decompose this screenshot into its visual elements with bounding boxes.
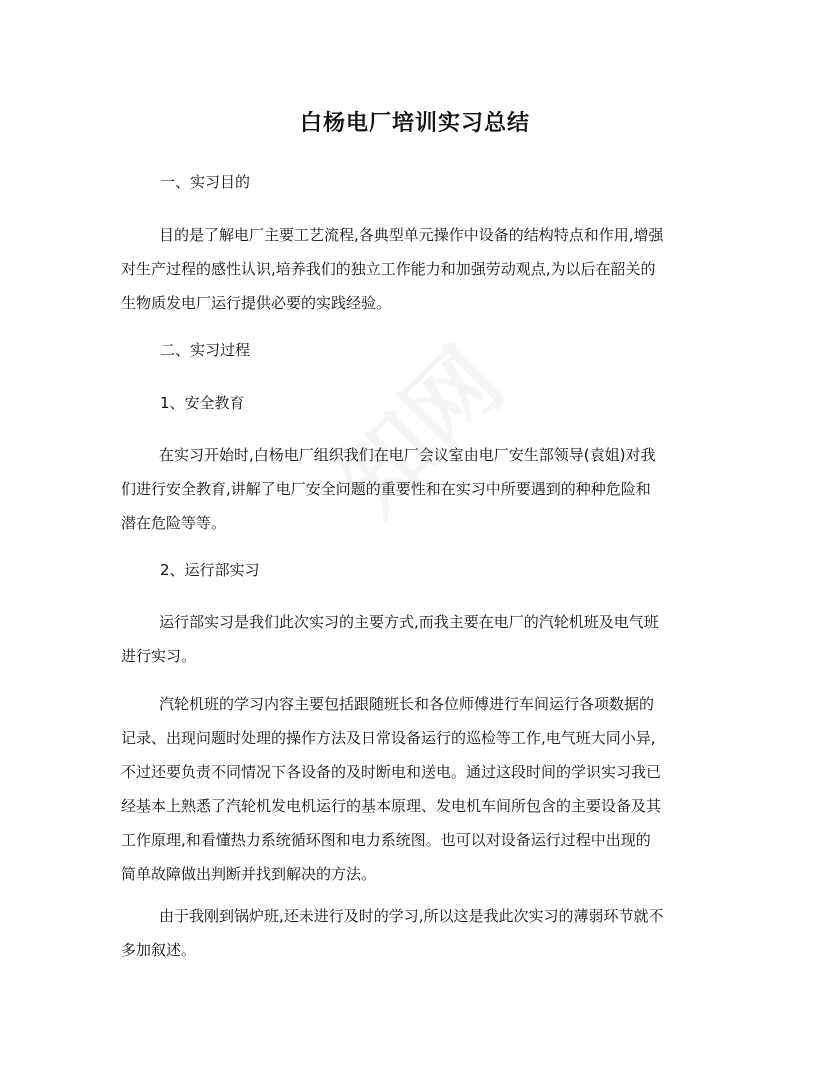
paragraph-line: 目的是了解电厂主要工艺流程,各典型单元操作中设备的结构特点和作用,增强 [159, 226, 664, 244]
paragraph-line: 经基本上熟悉了汽轮机发电机运行的基本原理、发电机车间所包含的主要设备及其 [121, 797, 662, 815]
paragraph-line: 多加叙述。 [121, 941, 197, 959]
paragraph-line: 由于我刚到锅炉班,还未进行及时的学习,所以这是我此次实习的薄弱环节就不 [159, 907, 664, 925]
paragraph-line: 运行部实习是我们此次实习的主要方式,而我主要在电厂的汽轮机班及电气班 [159, 613, 659, 631]
paragraph-line: 潜在危险等等。 [121, 514, 227, 532]
paragraph-line: 生物质发电厂运行提供必要的实践经验。 [121, 294, 392, 312]
paragraph-line: 们进行安全教育,讲解了电厂安全问题的重要性和在实习中所要遇到的种种危险和 [121, 480, 651, 498]
paragraph-line: 对生产过程的感性认识,培养我们的独立工作能力和加强劳动观点,为以后在韶关的 [121, 260, 656, 278]
paragraph-line: 简单故障做出判断并找到解决的方法。 [121, 865, 377, 883]
paragraph-operations-intro [121, 605, 721, 673]
paragraph-line: 汽轮机班的学习内容主要包括跟随班长和各位师傅进行车间运行各项数据的 [159, 695, 655, 713]
paragraph-turbine-class [121, 687, 721, 891]
paragraph-boiler-class [121, 899, 721, 967]
paragraph-line: 在实习开始时,白杨电厂组织我们在电厂会议室由电厂安生部领导(袁姐)对我 [159, 446, 656, 464]
paragraph-line: 工作原理,和看懂热力系统循环图和电力系统图。也可以对设备运行过程中出现的 [121, 831, 651, 849]
section-heading-purpose: 一、实习目的 [160, 173, 251, 191]
document-title: 白杨电厂培训实习总结 [299, 111, 530, 136]
subsection-heading-safety: 1、安全教育 [160, 394, 245, 412]
paragraph-safety [121, 438, 721, 540]
paragraph-purpose [121, 218, 721, 320]
paragraph-line: 记录、出现问题时处理的操作方法及日常设备运行的巡检等工作,电气班大同小异, [121, 729, 656, 747]
subsection-heading-operations: 2、运行部实习 [160, 561, 260, 579]
section-heading-process: 二、实习过程 [160, 341, 251, 359]
paragraph-line: 不过还要负责不同情况下各设备的及时断电和送电。通过这段时间的学识实习我已 [121, 763, 662, 781]
paragraph-line: 进行实习。 [121, 647, 197, 665]
